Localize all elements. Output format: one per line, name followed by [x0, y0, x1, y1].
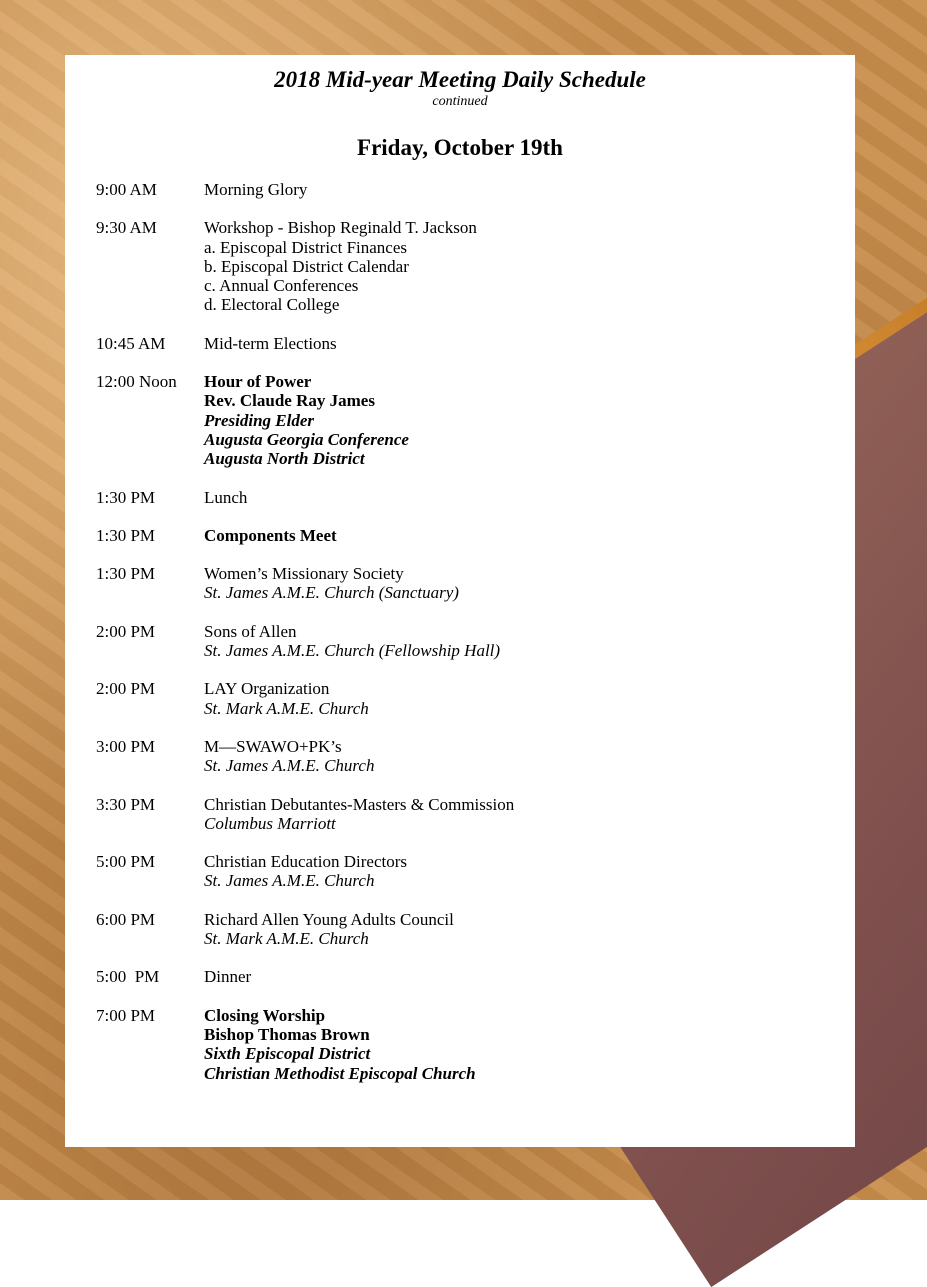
- event-detail-line: Columbus Marriott: [204, 813, 336, 833]
- event-title: Women’s Missionary Society: [204, 564, 404, 584]
- schedule-time: 10:45 AM: [96, 333, 166, 353]
- schedule-time: 9:00 AM: [96, 180, 157, 199]
- event-detail-line: Bishop Thomas Brown: [204, 1024, 370, 1044]
- event-title: Workshop - Bishop Reginald T. Jackson: [204, 218, 477, 238]
- schedule-details: [204, 795, 836, 834]
- event-detail-line: St. James A.M.E. Church: [204, 871, 375, 891]
- schedule-details: [204, 180, 836, 199]
- event-title: Richard Allen Young Adults Council: [204, 909, 454, 929]
- schedule-entry: [96, 795, 836, 834]
- schedule-entry: [96, 564, 836, 603]
- schedule-time: 12:00 Noon: [96, 372, 177, 392]
- event-title: Mid-term Elections: [204, 333, 337, 353]
- schedule-time: 3:30 PM: [96, 794, 156, 814]
- event-title: Christian Education Directors: [204, 852, 408, 872]
- schedule-entry: [96, 852, 836, 891]
- schedule-details: [204, 852, 836, 891]
- event-detail-line: b. Episcopal District Calendar: [204, 256, 409, 276]
- event-title: Dinner: [204, 967, 252, 987]
- schedule-entry: [96, 967, 836, 986]
- event-detail-line: d. Electoral College: [204, 295, 340, 315]
- schedule-time: 6:00 PM: [96, 909, 156, 929]
- schedule-time: 1:30 PM: [96, 525, 156, 545]
- event-detail-line: St. Mark A.M.E. Church: [204, 929, 369, 949]
- event-title: LAY Organization: [204, 679, 330, 699]
- event-detail-line: Christian Methodist Episcopal Church: [204, 1063, 476, 1083]
- schedule-details: [204, 910, 836, 949]
- event-detail-line: Augusta Georgia Conference: [204, 429, 409, 449]
- schedule-details: [204, 218, 836, 314]
- event-detail-line: St. James A.M.E. Church: [204, 756, 375, 776]
- event-title: Sons of Allen: [204, 621, 297, 641]
- event-detail-line: Sixth Episcopal District: [204, 1044, 371, 1064]
- schedule-list: [96, 180, 836, 1102]
- schedule-entry: [96, 679, 836, 718]
- event-detail-line: a. Episcopal District Finances: [204, 237, 408, 257]
- schedule-entry: [96, 1006, 836, 1083]
- schedule-time: 2:00 PM: [96, 679, 156, 699]
- schedule-details: [204, 564, 836, 603]
- schedule-time: 5:00 PM: [96, 967, 160, 987]
- schedule-time: 1:30 PM: [96, 487, 156, 507]
- schedule-time: 3:00 PM: [96, 736, 156, 756]
- schedule-entry: [96, 488, 836, 507]
- schedule-entry: [96, 334, 836, 353]
- event-detail-line: St. James A.M.E. Church (Fellowship Hall): [204, 641, 501, 661]
- event-detail-line: Augusta North District: [204, 449, 365, 469]
- schedule-details: [204, 1006, 836, 1083]
- event-detail-line: St. Mark A.M.E. Church: [204, 698, 369, 718]
- day-heading: Friday, October 19th: [357, 135, 563, 160]
- page-title: 2018 Mid-year Meeting Daily Schedule: [274, 67, 646, 92]
- schedule-details: [204, 967, 836, 986]
- event-title: Closing Worship: [204, 1005, 326, 1025]
- page-subtitle: continued: [432, 94, 488, 109]
- schedule-time: 1:30 PM: [96, 564, 156, 584]
- event-title: Christian Debutantes-Masters & Commission: [204, 794, 515, 814]
- schedule-entry: [96, 526, 836, 545]
- schedule-entry: [96, 180, 836, 199]
- event-detail-line: Rev. Claude Ray James: [204, 391, 375, 411]
- schedule-page: [65, 55, 855, 1147]
- schedule-entry: [96, 622, 836, 661]
- event-title: M—SWAWO+PK’s: [204, 736, 342, 756]
- schedule-details: [204, 526, 836, 545]
- schedule-time: 5:00 PM: [96, 852, 156, 872]
- schedule-time: 2:00 PM: [96, 621, 156, 641]
- event-detail-line: St. James A.M.E. Church (Sanctuary): [204, 583, 459, 603]
- event-detail-line: c. Annual Conferences: [204, 276, 359, 296]
- event-title: Morning Glory: [204, 180, 308, 199]
- schedule-entry: [96, 737, 836, 776]
- event-title: Lunch: [204, 487, 248, 507]
- schedule-entry: [96, 218, 836, 314]
- schedule-details: [204, 679, 836, 718]
- schedule-time: 7:00 PM: [96, 1005, 156, 1025]
- schedule-details: [204, 488, 836, 507]
- schedule-entry: [96, 372, 836, 468]
- schedule-entry: [96, 910, 836, 949]
- schedule-details: [204, 334, 836, 353]
- schedule-details: [204, 737, 836, 776]
- event-detail-line: Presiding Elder: [204, 410, 315, 430]
- event-title: Hour of Power: [204, 372, 312, 392]
- schedule-time: 9:30 AM: [96, 218, 157, 238]
- event-title: Components Meet: [204, 525, 337, 545]
- schedule-details: [204, 622, 836, 661]
- schedule-details: [204, 372, 836, 468]
